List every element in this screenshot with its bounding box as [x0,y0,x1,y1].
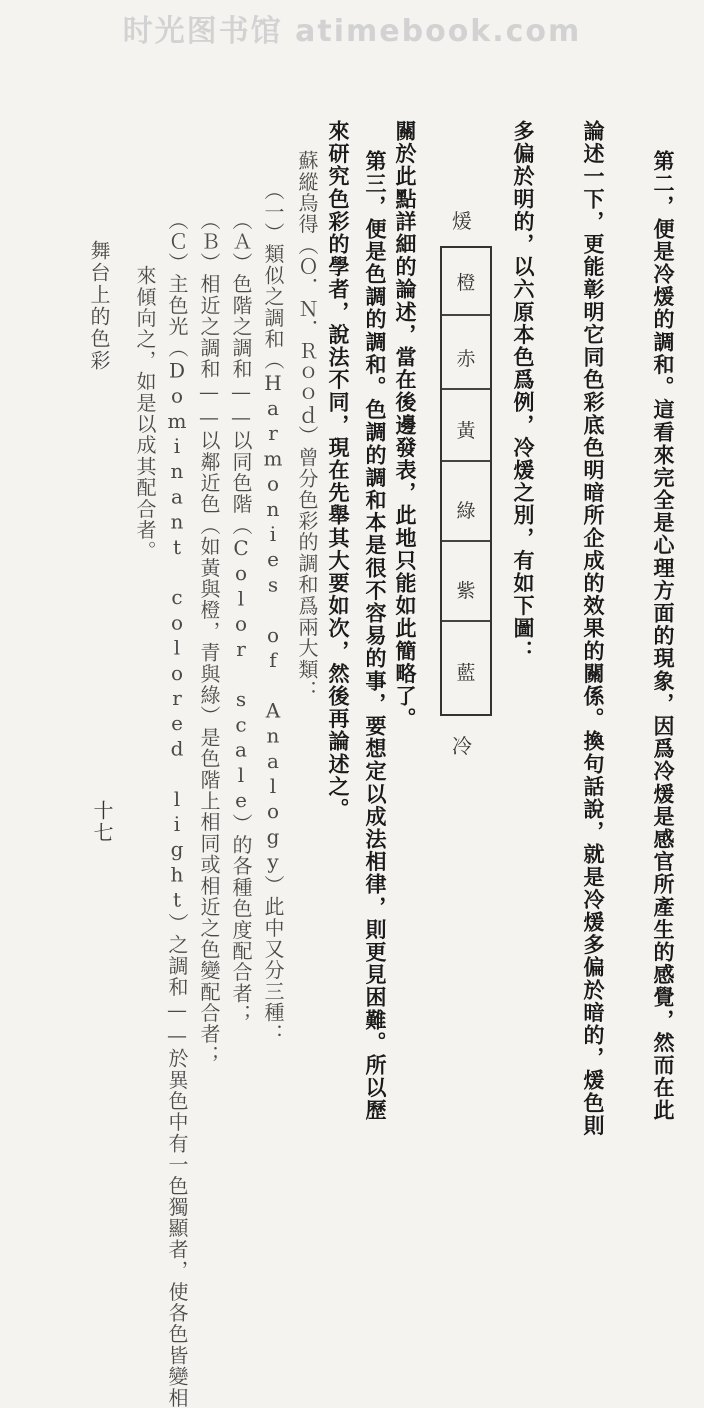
running-head: 舞台上的色彩 [87,240,111,372]
cool-label: 冷 [452,734,472,758]
text-column: 關於此點詳細的論述，當在後邊發表，此地只能如此簡略了。 [393,120,418,731]
color-cell: 綠 [456,500,476,522]
color-cell: 紫 [456,580,476,602]
warm-label: 煖 [452,209,472,233]
list-item: （Ａ）色階之調和——以同色階（Color scale）的各種色度配合者； [229,210,253,1026]
watermark: 时光图书馆 atimebook.com [122,14,582,49]
list-intro: （一）類似之調和（Harmonies of Analogy）此中又分三種： [261,180,285,1045]
divider [442,388,490,390]
color-cell: 黃 [456,420,476,442]
color-cell: 赤 [456,348,476,370]
text-column: 第三，便是色調的調和。色調的調和本是很不容易的事，要想定以成法相律，則更見困難。所以歷 [363,150,388,1122]
text-column: 第二，便是冷煖的調和。這看來完全是心理方面的現象，因爲冷煖是感官所產生的感覺，然而在此 [651,150,676,1122]
divider [442,540,490,542]
text-column: 蘇縱烏得（Ｏ．Ｎ．Ｒｏｏｄ）曾分色彩的調和爲兩大類： [295,150,319,702]
divider [442,620,490,622]
list-item: （Ｂ）相近之調和——以鄰近色（如黃與橙，青與綠）是色階上相同或相近之色變配合者； [197,210,221,1066]
list-item-continuation: 來傾向之，如是以成其配合者。 [133,265,157,562]
page-number: 十七 [90,800,114,844]
divider [442,314,490,316]
list-item: （Ｃ）主色光（Dominant colored light）之調和——於異色中有一色獨顯者，使各色皆變相 [165,210,189,1408]
text-column: 論述一下，更能彰明它同色彩底色明暗所企成的效果的關係。換句話說，就是冷煖多偏於暗的，煖色則 [581,120,606,1137]
color-cell: 橙 [456,272,476,294]
warm-cool-scale [440,246,492,716]
text-column: 多偏於明的，以六原本色爲例，冷煖之別，有如下圖： [511,120,536,663]
color-cell: 藍 [456,662,476,684]
divider [442,460,490,462]
text-column: 來研究色彩的學者，說法不同，現在先舉其大要如次，然後再論述之。 [326,120,351,821]
